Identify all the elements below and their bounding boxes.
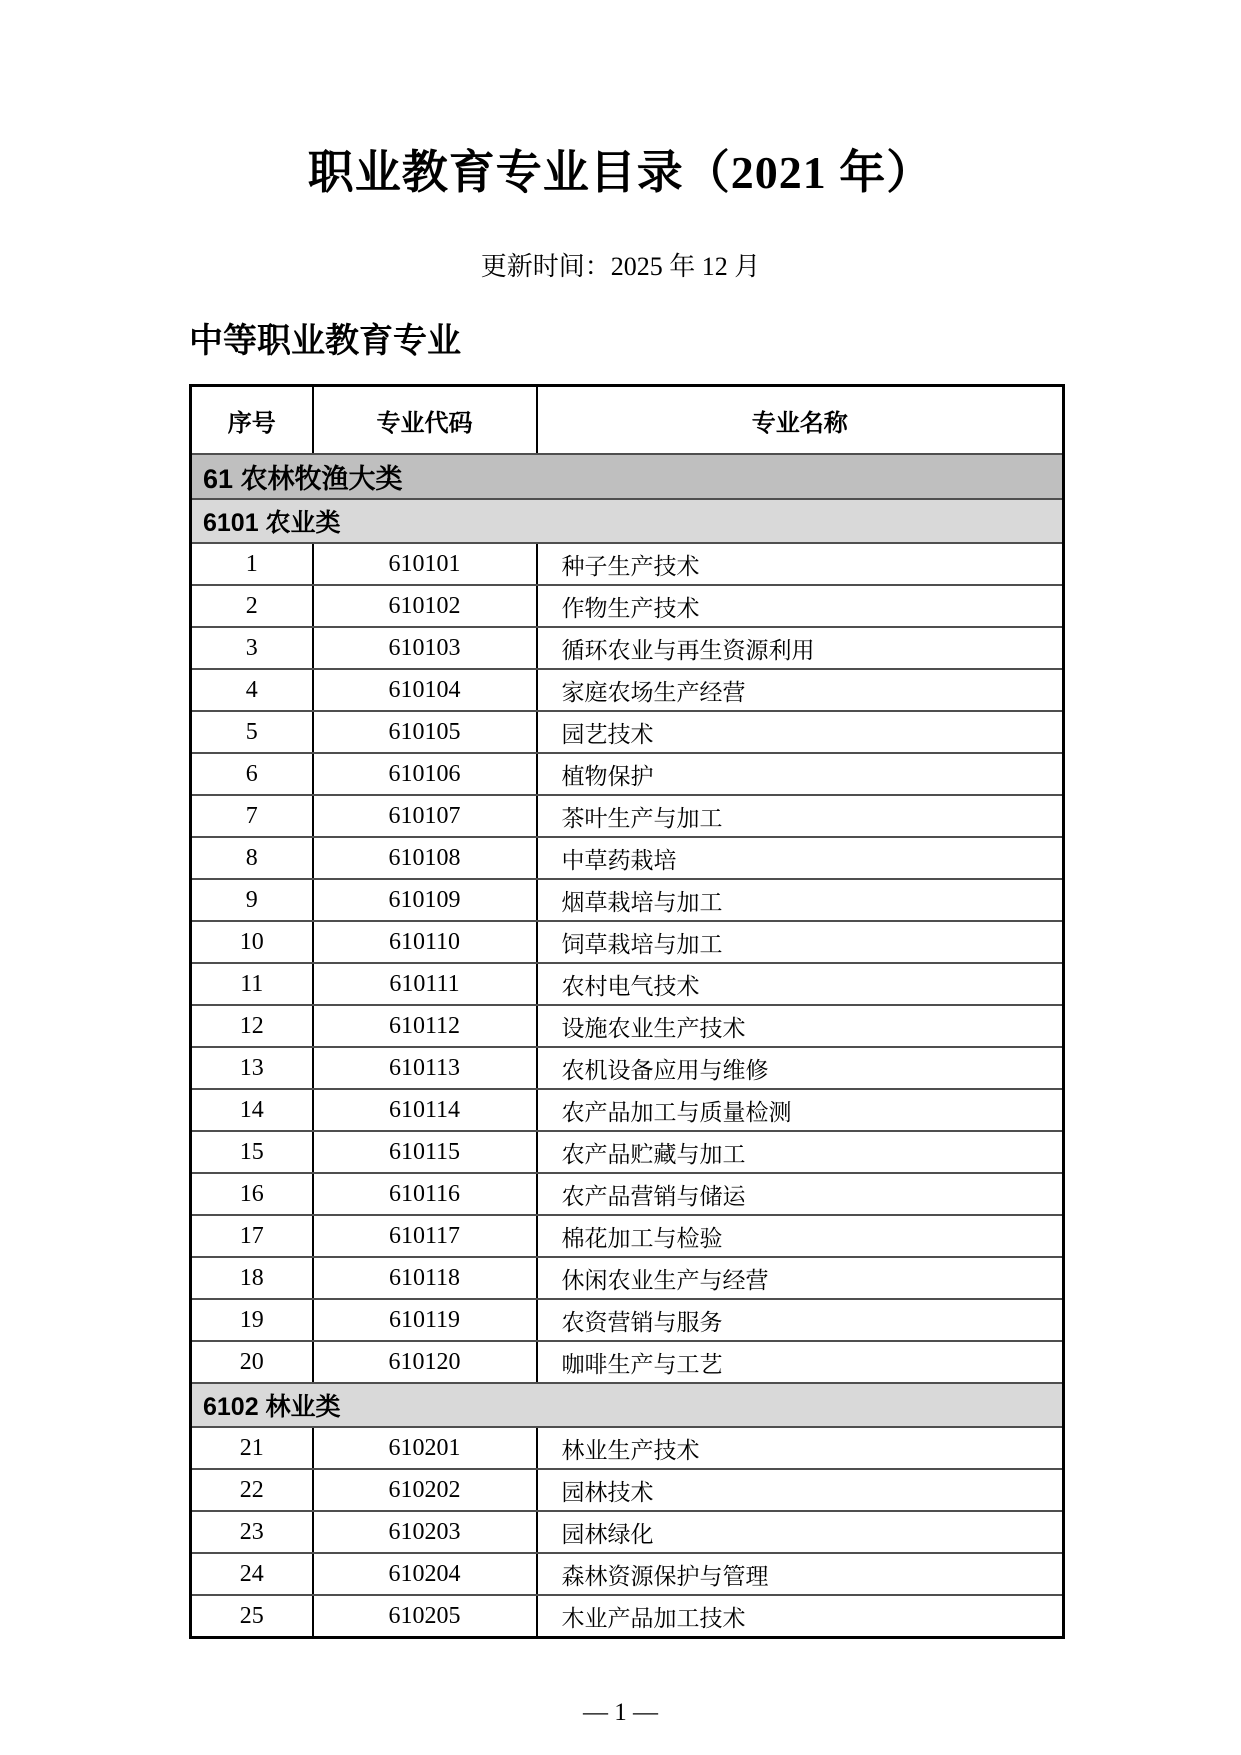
row-number-cell: 11 <box>191 963 313 1005</box>
specialty-code-cell: 610105 <box>313 711 537 753</box>
row-number-cell: 10 <box>191 921 313 963</box>
specialty-code-cell: 610202 <box>313 1469 537 1511</box>
specialty-code-cell: 610204 <box>313 1553 537 1595</box>
table-row <box>191 1005 1064 1047</box>
column-header-code: 专业代码 <box>313 386 537 455</box>
table-row <box>191 1427 1064 1469</box>
subcategory-group-row <box>191 499 1064 543</box>
specialty-catalog-table <box>189 384 1065 1639</box>
table-body <box>191 454 1064 1638</box>
row-number-cell: 25 <box>191 1595 313 1638</box>
category-group-row <box>191 454 1064 499</box>
column-header-name: 专业名称 <box>537 386 1064 455</box>
row-number-cell: 13 <box>191 1047 313 1089</box>
row-number-cell: 19 <box>191 1299 313 1341</box>
table-row <box>191 1257 1064 1299</box>
specialty-name-cell: 农机设备应用与维修 <box>537 1047 1064 1089</box>
specialty-name-cell: 饲草栽培与加工 <box>537 921 1064 963</box>
specialty-name-cell: 农产品营销与储运 <box>537 1173 1064 1215</box>
subcategory-group-row <box>191 1383 1064 1427</box>
update-time-line: 更新时间：2025 年 12 月 <box>480 252 761 281</box>
row-number-cell: 3 <box>191 627 313 669</box>
specialty-name-cell: 循环农业与再生资源利用 <box>537 627 1064 669</box>
specialty-name-cell: 农村电气技术 <box>537 963 1064 1005</box>
specialty-name-cell: 植物保护 <box>537 753 1064 795</box>
specialty-code-cell: 610102 <box>313 585 537 627</box>
table-row <box>191 921 1064 963</box>
specialty-name-cell: 林业生产技术 <box>537 1427 1064 1469</box>
table-row <box>191 1511 1064 1553</box>
specialty-name-cell: 种子生产技术 <box>537 543 1064 585</box>
page-number: — 1 — <box>583 1699 658 1726</box>
table-row <box>191 1215 1064 1257</box>
table-row <box>191 1553 1064 1595</box>
specialty-name-cell: 园艺技术 <box>537 711 1064 753</box>
specialty-name-cell: 农产品加工与质量检测 <box>537 1089 1064 1131</box>
document-title: 职业教育专业目录（2021 年） <box>307 147 934 198</box>
specialty-code-cell: 610203 <box>313 1511 537 1553</box>
specialty-code-cell: 610109 <box>313 879 537 921</box>
row-number-cell: 1 <box>191 543 313 585</box>
table-row <box>191 1089 1064 1131</box>
row-number-cell: 14 <box>191 1089 313 1131</box>
table-row <box>191 711 1064 753</box>
table-row <box>191 1131 1064 1173</box>
specialty-name-cell: 家庭农场生产经营 <box>537 669 1064 711</box>
row-number-cell: 16 <box>191 1173 313 1215</box>
row-number-cell: 17 <box>191 1215 313 1257</box>
table-row <box>191 879 1064 921</box>
specialty-code-cell: 610107 <box>313 795 537 837</box>
specialty-code-cell: 610103 <box>313 627 537 669</box>
specialty-code-cell: 610112 <box>313 1005 537 1047</box>
table-row <box>191 627 1064 669</box>
specialty-code-cell: 610113 <box>313 1047 537 1089</box>
specialty-name-cell: 烟草栽培与加工 <box>537 879 1064 921</box>
table-row <box>191 543 1064 585</box>
specialty-name-cell: 作物生产技术 <box>537 585 1064 627</box>
table-row <box>191 1341 1064 1383</box>
table-row <box>191 1595 1064 1638</box>
specialty-name-cell: 农产品贮藏与加工 <box>537 1131 1064 1173</box>
group-label: 61 农林牧渔大类 <box>191 454 1064 499</box>
table-row <box>191 669 1064 711</box>
specialty-code-cell: 610119 <box>313 1299 537 1341</box>
row-number-cell: 21 <box>191 1427 313 1469</box>
specialty-name-cell: 茶叶生产与加工 <box>537 795 1064 837</box>
row-number-cell: 20 <box>191 1341 313 1383</box>
table-row <box>191 585 1064 627</box>
table-header <box>191 386 1064 455</box>
specialty-name-cell: 木业产品加工技术 <box>537 1595 1064 1638</box>
row-number-cell: 24 <box>191 1553 313 1595</box>
table-row <box>191 753 1064 795</box>
row-number-cell: 18 <box>191 1257 313 1299</box>
table-row <box>191 963 1064 1005</box>
specialty-name-cell: 休闲农业生产与经营 <box>537 1257 1064 1299</box>
specialty-name-cell: 农资营销与服务 <box>537 1299 1064 1341</box>
group-label: 6101 农业类 <box>191 499 1064 543</box>
specialty-code-cell: 610104 <box>313 669 537 711</box>
specialty-code-cell: 610106 <box>313 753 537 795</box>
column-header-no: 序号 <box>191 386 313 455</box>
specialty-name-cell: 森林资源保护与管理 <box>537 1553 1064 1595</box>
table-row <box>191 837 1064 879</box>
specialty-code-cell: 610116 <box>313 1173 537 1215</box>
section-heading: 中等职业教育专业 <box>189 322 461 360</box>
specialty-name-cell: 设施农业生产技术 <box>537 1005 1064 1047</box>
table-row <box>191 1173 1064 1215</box>
row-number-cell: 4 <box>191 669 313 711</box>
specialty-code-cell: 610114 <box>313 1089 537 1131</box>
specialty-name-cell: 棉花加工与检验 <box>537 1215 1064 1257</box>
specialty-code-cell: 610115 <box>313 1131 537 1173</box>
specialty-code-cell: 610111 <box>313 963 537 1005</box>
row-number-cell: 23 <box>191 1511 313 1553</box>
group-label: 6102 林业类 <box>191 1383 1064 1427</box>
specialty-name-cell: 咖啡生产与工艺 <box>537 1341 1064 1383</box>
specialty-name-cell: 园林绿化 <box>537 1511 1064 1553</box>
specialty-name-cell: 园林技术 <box>537 1469 1064 1511</box>
specialty-code-cell: 610205 <box>313 1595 537 1638</box>
row-number-cell: 2 <box>191 585 313 627</box>
specialty-code-cell: 610117 <box>313 1215 537 1257</box>
specialty-name-cell: 中草药栽培 <box>537 837 1064 879</box>
row-number-cell: 12 <box>191 1005 313 1047</box>
row-number-cell: 7 <box>191 795 313 837</box>
row-number-cell: 15 <box>191 1131 313 1173</box>
table-row <box>191 1047 1064 1089</box>
specialty-code-cell: 610110 <box>313 921 537 963</box>
table-row <box>191 795 1064 837</box>
specialty-code-cell: 610118 <box>313 1257 537 1299</box>
row-number-cell: 6 <box>191 753 313 795</box>
specialty-code-cell: 610201 <box>313 1427 537 1469</box>
row-number-cell: 22 <box>191 1469 313 1511</box>
specialty-code-cell: 610101 <box>313 543 537 585</box>
row-number-cell: 5 <box>191 711 313 753</box>
specialty-code-cell: 610108 <box>313 837 537 879</box>
specialty-code-cell: 610120 <box>313 1341 537 1383</box>
table-row <box>191 1299 1064 1341</box>
row-number-cell: 8 <box>191 837 313 879</box>
table-row <box>191 1469 1064 1511</box>
row-number-cell: 9 <box>191 879 313 921</box>
